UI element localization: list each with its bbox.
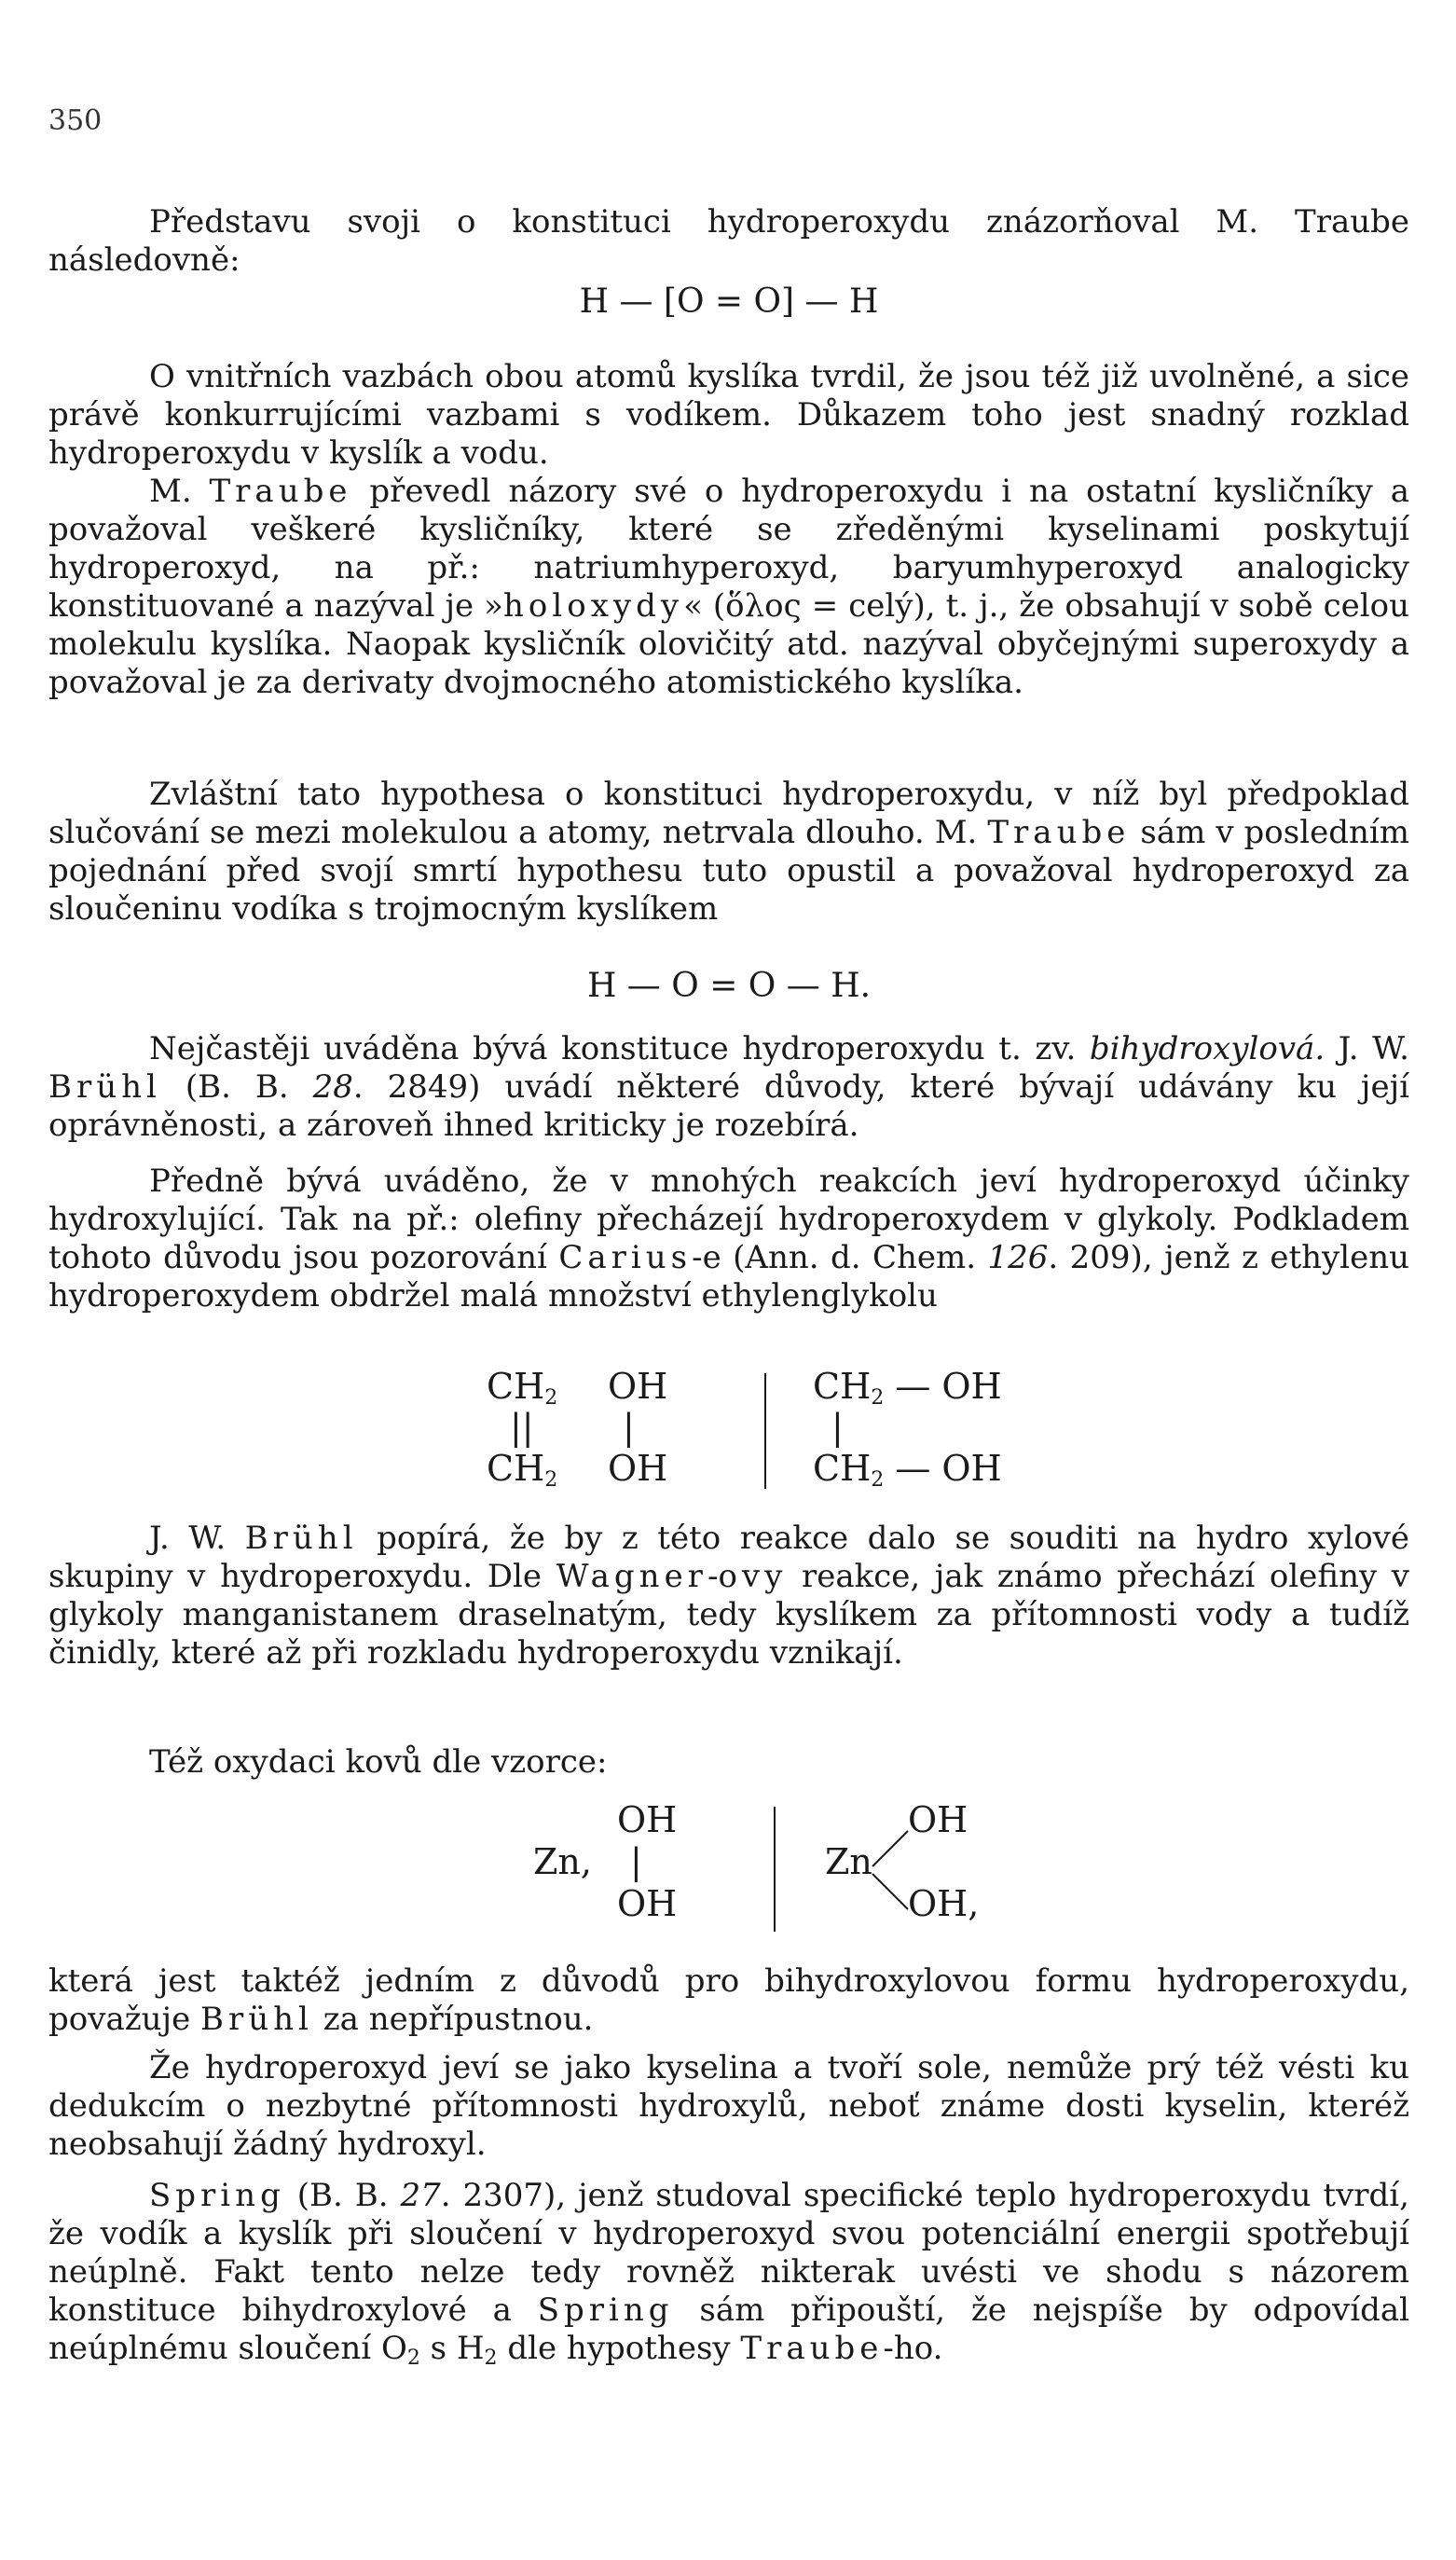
zn-oh-bottom: OH: [617, 1883, 678, 1924]
paragraph-2: O vnitřních vazbách obou atomů kyslíka tvrdil, že jsou též již uvolněné, a sice právě konkurrujícími vazbami s vodíkem. Důkazem toho jest snadný rozklad hydroperoxydu v kyslík a vodu.: [48, 358, 1409, 472]
paragraph-7: J. W. Brühl popírá, že by z této reakce dalo se souditi na hydro xylové skupiny v hydroperoxydu. Dle Wagner-ovy reakce, jak známo přechází olefiny v glykoly manganistanem draselnatým, tedy kyslíkem za přítomnosti vody a tudíž činidly, které až při rozkladu hydroperoxydu vznikají.: [48, 1520, 1409, 1672]
formula-traube-1: H — [O = O] — H: [579, 282, 879, 321]
author-name: Brühl: [200, 2001, 313, 2038]
single-bond-left: |: [623, 1407, 635, 1448]
ch2-oh-top-right: $CH_2$ — OH: [813, 1366, 1002, 1410]
formula-ethylene-glycol: [487, 1366, 1046, 1496]
oh-bottom-left: OH: [608, 1448, 668, 1489]
page-number: 350: [48, 104, 103, 137]
author-name: Traube: [209, 473, 352, 510]
author-name: Brühl: [48, 1068, 161, 1106]
zn-left: Zn,: [533, 1841, 592, 1882]
author-name: Traube: [740, 2330, 884, 2367]
paragraph-3: M. Traube převedl názory své o hydroperoxydu i na ostatní kysličníky a považoval veškeré kysličníky, které se zředěnými kyselinami poskytují hydroperoxyd, na př.: natriumhyperoxyd, baryumhyperoxyd analogicky konstituované a nazýval je »holoxydy« (ὅλος = celý), t. j., že obsahují v sobě celou molekulu kyslíka. Naopak kysličník olovičitý atd. nazýval obyčejnými superoxydy a považoval je za derivaty dvojmocného atomistického kyslíka.: [48, 473, 1409, 701]
ch2-oh-bottom-right: $CH_2$ — OH: [813, 1448, 1002, 1492]
formula-divider: [764, 1373, 766, 1489]
zn-oh-top: OH: [617, 1799, 678, 1840]
double-bond: ||: [510, 1407, 534, 1448]
single-bond-right: |: [831, 1407, 844, 1448]
ch2-top-left: $CH_2$: [487, 1366, 558, 1410]
zn-oh-lower-right: OH,: [908, 1883, 980, 1924]
author-name: Traube: [987, 814, 1131, 851]
author-name: Carius: [558, 1239, 693, 1276]
paragraph-8: Též oxydaci kovů dle vzorce:: [149, 1743, 608, 1781]
ch2-bottom-left: $CH_2$: [487, 1448, 558, 1492]
author-name: Spring: [537, 2292, 674, 2329]
term-holoxydy: holoxydy: [502, 587, 684, 625]
paragraph-9: která jest taktéž jedním z důvodů pro bihydroxylovou formu hydroperoxydu, považuje Brühl za nepřípustnou.: [48, 1962, 1409, 2038]
paragraph-11: Spring (B. B. 27. 2307), jenž studoval specifické teplo hydroperoxydu tvrdí, že vodík a kyslík při sloučení v hydroperoxyd svou potenciální energii spotřebují neúplně. Fakt tento nelze tedy rovněž nikterak uvésti ve shodu s názorem konstituce bihydroxylové a Spring sám připouští, že nejspíše by odpovídal neúplnému sloučení $O_2$ s $H_2$ dle hypothesy Traube-ho.: [48, 2177, 1409, 2370]
author-name: Wagner: [556, 1558, 707, 1595]
oh-top-left: OH: [608, 1366, 668, 1407]
formula-traube-2: H — O = O — H.: [586, 967, 872, 1005]
paragraph-4: Zvláštní tato hypothesa o konstituci hydroperoxydu, v níž byl předpoklad slučování se mezi molekulou a atomy, netrvala dlouho. M. Traube sám v posledním pojednání před svojí smrtí hypothesu tuto opustil a považoval hydroperoxyd za sloučeninu vodíka s trojmocným kyslíkem: [48, 776, 1409, 928]
zn-single-bond: |: [630, 1841, 642, 1882]
formula-zinc-hydroxide: [533, 1799, 1018, 1939]
paragraph-1: Představu svoji o konstituci hydroperoxydu znázorňoval M. Traube následovně:: [48, 203, 1409, 279]
author-name: Spring: [149, 2177, 285, 2214]
paragraph-6: Předně bývá uváděno, že v mnohých reakcích jeví hydroperoxyd účinky hydroxylující. Tak na př.: olefiny přecházejí hydroperoxydem v glykoly. Podkladem tohoto důvodu jsou pozorování Carius-e (Ann. d. Chem. 126. 209), jenž z ethylenu hydroperoxydem obdržel malá množství ethylenglykolu: [48, 1163, 1409, 1314]
author-name: Brühl: [244, 1520, 358, 1557]
paragraph-10: Že hydroperoxyd jeví se jako kyselina a tvoří sole, nemůže prý též vésti ku dedukcím o nezbytné přítomnosti hydroxylů, neboť známe dosti kyselin, kteréž neobsahují žádný hydroxyl.: [48, 2049, 1409, 2163]
zn-right: Zn: [825, 1841, 872, 1882]
zn-oh-upper-right: OH: [908, 1799, 968, 1840]
formula-divider: [774, 1807, 776, 1932]
paragraph-5: Nejčastěji uváděna bývá konstituce hydroperoxydu t. zv. bihydroxylová. J. W. Brühl (B. B. 28. 2849) uvádí některé důvody, které bývají udávány ku její oprávněnosti, a zároveň ihned kriticky je rozebírá.: [48, 1030, 1409, 1144]
